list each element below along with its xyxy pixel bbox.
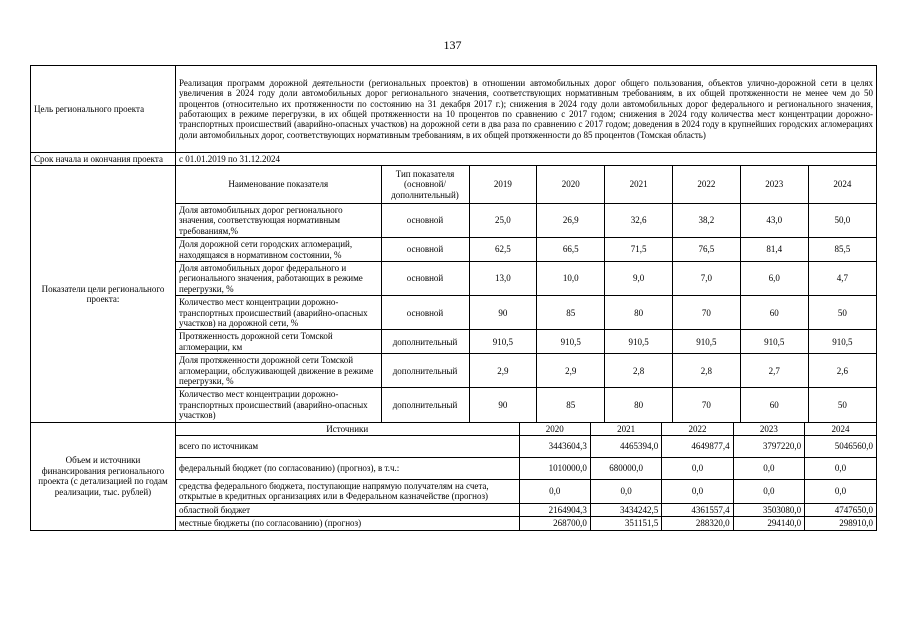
indicator-row: [176, 296, 876, 330]
source-value: 0,0: [662, 480, 733, 504]
source-name: федеральный бюджет (по согласованию) (прогноз), в т.ч.:: [176, 458, 519, 480]
source-name: средства федерального бюджета, поступающие напрямую получателям на счета, открытые в кредитных организациях или в Федеральном казначействе (прогноз): [176, 480, 519, 504]
finance-label: Объем и источники финансирования регионального проекта (с детализацией по годам реализации, тыс. рублей): [31, 422, 176, 530]
source-value: 268700,0: [519, 517, 590, 530]
source-value: 0,0: [590, 480, 661, 504]
indicator-value: 81,4: [740, 238, 808, 262]
indicators-row: [31, 166, 877, 422]
indicator-name: Доля дорожной сети городских агломераций, находящаяся в нормативном состоянии, %: [176, 238, 381, 262]
indicator-value: 910,5: [605, 330, 673, 354]
indicator-row: [176, 330, 876, 354]
indicator-type: дополнительный: [381, 354, 469, 388]
year-header: 2024: [808, 166, 876, 203]
indicator-value: 910,5: [537, 330, 605, 354]
indicator-value: 2,6: [808, 354, 876, 388]
indicator-value: 50,0: [808, 203, 876, 237]
source-value: 4649877,4: [662, 436, 733, 458]
indicator-value: 910,5: [469, 330, 537, 354]
indicator-value: 910,5: [672, 330, 740, 354]
indicator-value: 2,8: [605, 354, 673, 388]
source-value: 3797220,0: [733, 436, 804, 458]
indicator-value: 4,7: [808, 261, 876, 295]
indicator-name: Количество мест концентрации дорожно-транспортных происшествий (аварийно-опасных участков) на дорожной сети, %: [176, 296, 381, 330]
indicator-value: 50: [808, 388, 876, 422]
indicator-value: 2,9: [469, 354, 537, 388]
finance-source-row: [176, 517, 876, 530]
source-value: 0,0: [805, 480, 876, 504]
source-value: 3503080,0: [733, 503, 804, 516]
indicator-value: 26,9: [537, 203, 605, 237]
indicator-value: 43,0: [740, 203, 808, 237]
source-value: 1010000,0: [519, 458, 590, 480]
indicator-value: 2,9: [537, 354, 605, 388]
indicators-label: Показатели цели регионального проекта:: [31, 166, 176, 422]
year-header: 2020: [537, 166, 605, 203]
indicator-value: 2,8: [672, 354, 740, 388]
indicator-value: 910,5: [808, 330, 876, 354]
indicator-value: 66,5: [537, 238, 605, 262]
indicator-value: 13,0: [469, 261, 537, 295]
finance-source-row: [176, 458, 876, 480]
indicator-type: основной: [381, 296, 469, 330]
indicator-value: 85: [537, 388, 605, 422]
year-header: 2024: [805, 423, 876, 436]
finance-header: [176, 423, 876, 436]
goal-row: [31, 66, 877, 153]
year-header: 2020: [519, 423, 590, 436]
indicator-name: Доля автомобильных дорог регионального значения, соответствующая нормативным требованиям,%: [176, 203, 381, 237]
goal-text: Реализация программ дорожной деятельности (региональных проектов) в отношении автомобильных дорог общего пользования, объектов улично-дорожной сети в целях увеличения в 2024 году доли автомобильных дорог регионального значения, соответствующих нормативным требованиям, в их общей протяженности не менее чем до 50 процентов (относительно их протяженности по состоянию на 31 декабря 2017 г.); снижения в 2024 году доли автомобильных дорог федерального и регионального значения, работающих в режиме перегрузки, в их общей протяженности на 10 процентов по сравнению с 2017 годом; снижения в 2024 году количества мест концентрации дорожно-транспортных происшествий (аварийно-опасных участков) на дорожной сети в два раза по сравнению с 2017 годом; доведения в 2024 году в крупнейших городских агломерациях доли автомобильных дорог, соответствующих нормативным требованиям, в их общей протяженности до 85 процентов (Томская область): [176, 66, 877, 153]
source-value: 0,0: [733, 480, 804, 504]
indicator-value: 85,5: [808, 238, 876, 262]
indicator-value: 60: [740, 296, 808, 330]
indicator-value: 910,5: [740, 330, 808, 354]
indicator-name: Доля протяженности дорожной сети Томской агломерации, обслуживающей движение в режиме перегрузки, %: [176, 354, 381, 388]
indicator-type-header: Тип показателя (основной/дополнительный): [381, 166, 469, 203]
source-value: 680000,0: [590, 458, 661, 480]
period-value: с 01.01.2019 по 31.12.2024: [176, 153, 877, 166]
indicator-value: 85: [537, 296, 605, 330]
source-value: 288320,0: [662, 517, 733, 530]
source-value: 0,0: [733, 458, 804, 480]
sources-header: Источники: [176, 423, 519, 436]
indicator-value: 2,7: [740, 354, 808, 388]
indicator-value: 90: [469, 296, 537, 330]
finance-table: [176, 423, 876, 530]
indicator-name: Количество мест концентрации дорожно-транспортных происшествий (аварийно-опасных участков): [176, 388, 381, 422]
page-number: 137: [443, 38, 462, 52]
finance-row: [31, 422, 877, 530]
indicator-name: Доля автомобильных дорог федерального и регионального значения, работающих в режиме перегрузки, %: [176, 261, 381, 295]
indicator-row: [176, 238, 876, 262]
source-value: 0,0: [662, 458, 733, 480]
indicator-value: 7,0: [672, 261, 740, 295]
source-value: 5046560,0: [805, 436, 876, 458]
source-name: областной бюджет: [176, 503, 519, 516]
indicator-value: 6,0: [740, 261, 808, 295]
finance-source-row: [176, 436, 876, 458]
period-label: Срок начала и окончания проекта: [31, 153, 176, 166]
year-header: 2019: [469, 166, 537, 203]
indicator-type: основной: [381, 203, 469, 237]
source-value: 4361557,4: [662, 503, 733, 516]
indicator-type: основной: [381, 261, 469, 295]
goal-label: Цель регионального проекта: [31, 66, 176, 153]
indicator-value: 90: [469, 388, 537, 422]
indicator-name-header: Наименование показателя: [176, 166, 381, 203]
source-value: 294140,0: [733, 517, 804, 530]
indicator-row: [176, 261, 876, 295]
source-name: местные бюджеты (по согласованию) (прогноз): [176, 517, 519, 530]
finance-source-row: [176, 503, 876, 516]
source-name: всего по источникам: [176, 436, 519, 458]
indicators-table: [176, 166, 876, 421]
indicator-type: дополнительный: [381, 388, 469, 422]
indicator-name: Протяженность дорожной сети Томской агломерации, км: [176, 330, 381, 354]
source-value: 351151,5: [590, 517, 661, 530]
indicator-value: 10,0: [537, 261, 605, 295]
source-value: 2164904,3: [519, 503, 590, 516]
indicator-value: 9,0: [605, 261, 673, 295]
indicator-value: 70: [672, 388, 740, 422]
indicator-type: основной: [381, 238, 469, 262]
indicator-value: 76,5: [672, 238, 740, 262]
source-value: 4465394,0: [590, 436, 661, 458]
year-header: 2021: [605, 166, 673, 203]
year-header: 2021: [590, 423, 661, 436]
indicator-value: 60: [740, 388, 808, 422]
indicator-value: 62,5: [469, 238, 537, 262]
year-header: 2022: [662, 423, 733, 436]
source-value: 3434242,5: [590, 503, 661, 516]
indicator-value: 50: [808, 296, 876, 330]
indicator-row: [176, 354, 876, 388]
project-passport-table: [30, 65, 877, 531]
year-header: 2023: [740, 166, 808, 203]
source-value: 298910,0: [805, 517, 876, 530]
source-value: 0,0: [519, 480, 590, 504]
indicator-value: 70: [672, 296, 740, 330]
indicator-type: дополнительный: [381, 330, 469, 354]
source-value: 4747650,0: [805, 503, 876, 516]
indicator-value: 38,2: [672, 203, 740, 237]
indicator-value: 80: [605, 296, 673, 330]
source-value: 3443604,3: [519, 436, 590, 458]
indicator-value: 80: [605, 388, 673, 422]
indicator-row: [176, 388, 876, 422]
indicator-value: 71,5: [605, 238, 673, 262]
year-header: 2023: [733, 423, 804, 436]
year-header: 2022: [672, 166, 740, 203]
indicator-row: [176, 203, 876, 237]
source-value: 0,0: [805, 458, 876, 480]
period-row: [31, 153, 877, 166]
indicator-value: 25,0: [469, 203, 537, 237]
indicator-value: 32,6: [605, 203, 673, 237]
finance-source-row: [176, 480, 876, 504]
indicators-header: [176, 166, 876, 203]
